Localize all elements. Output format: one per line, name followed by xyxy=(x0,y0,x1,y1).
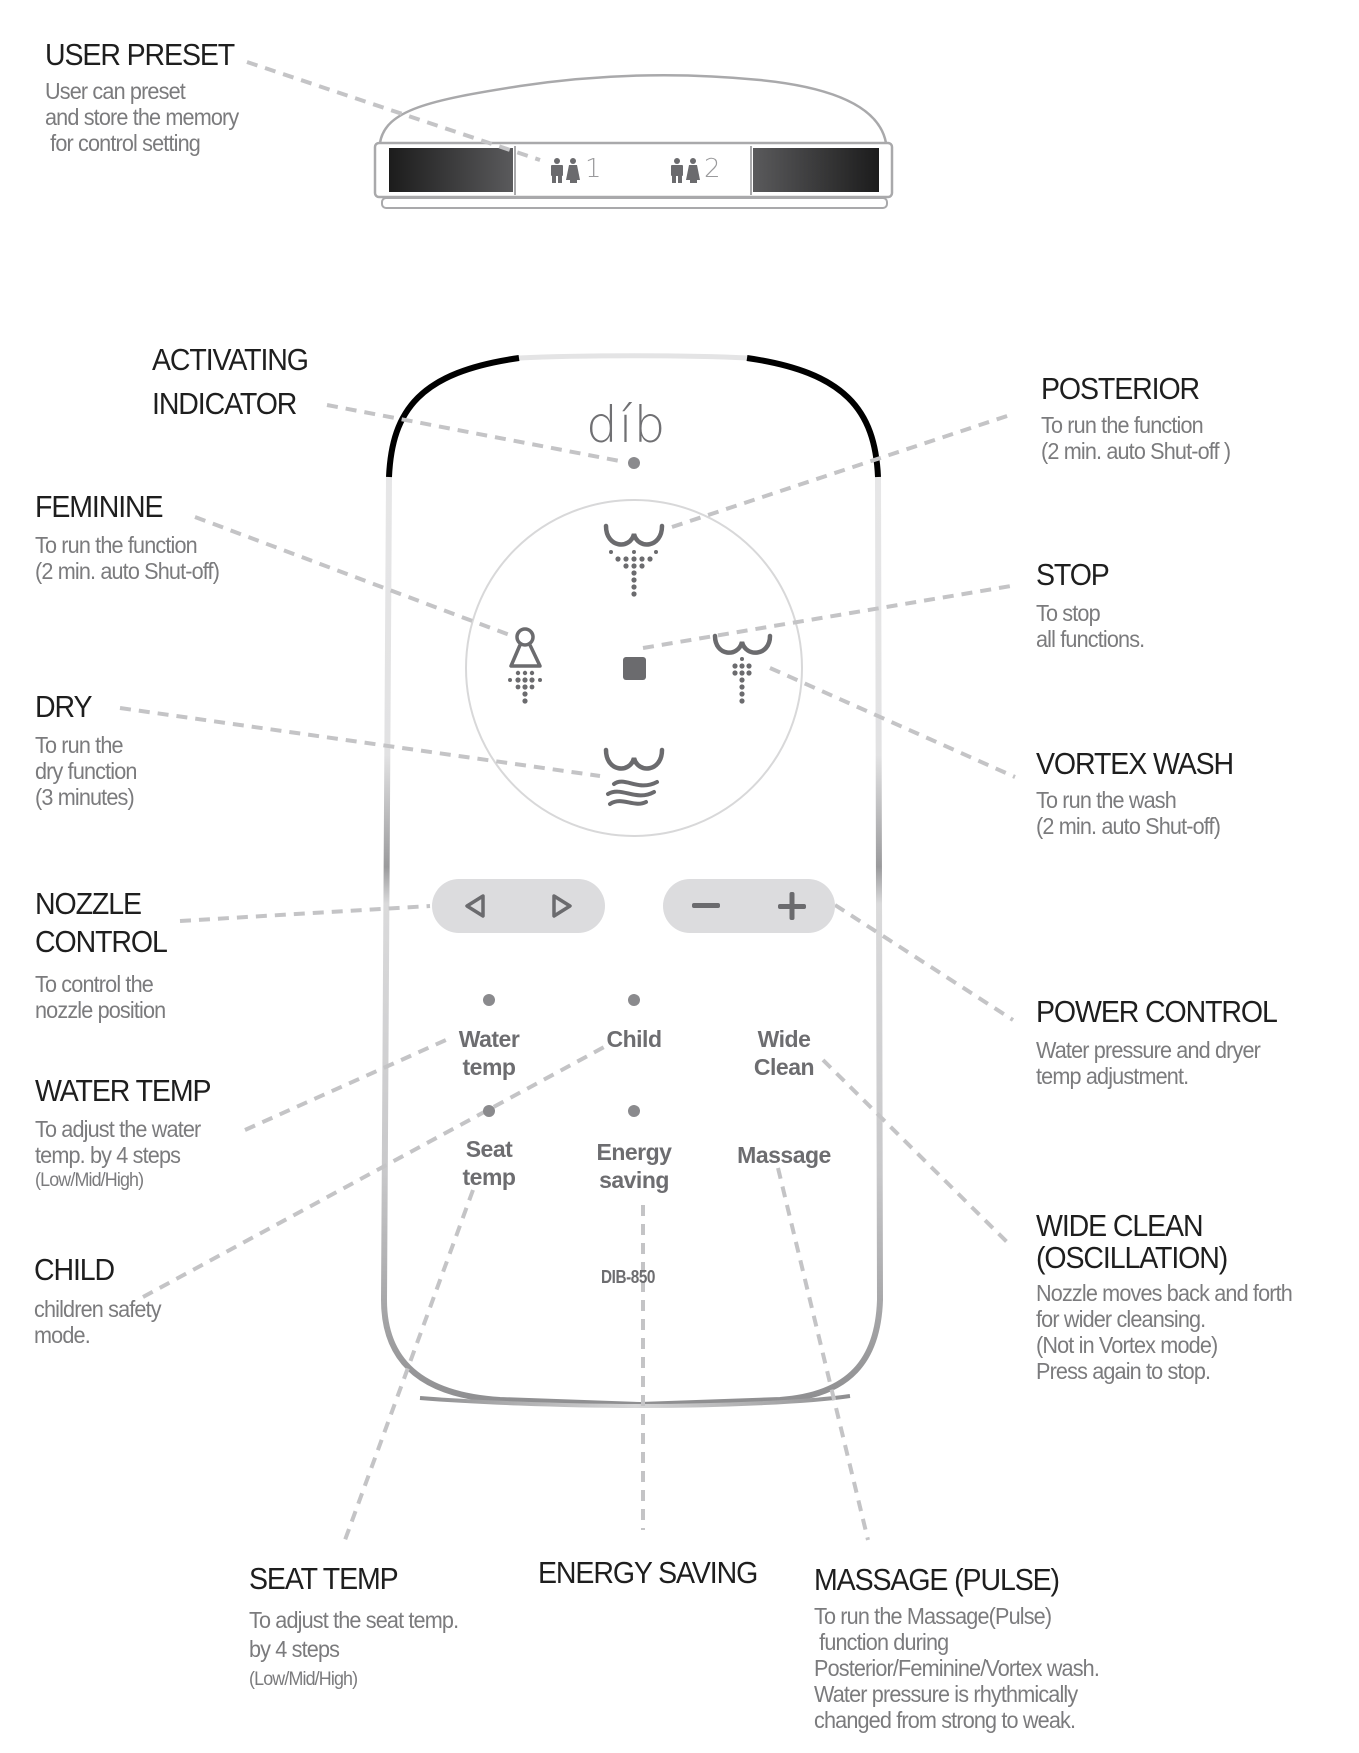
callout-title: POSTERIOR xyxy=(1041,371,1200,406)
desc-line: for wider cleansing. xyxy=(1036,1306,1206,1332)
desc-line: Water pressure is rhythmically xyxy=(814,1681,1078,1707)
callout-title-line2: (OSCILLATION) xyxy=(1036,1240,1228,1275)
callout-feminine xyxy=(35,490,231,584)
user-preset-2-button[interactable]: 2 xyxy=(704,154,721,184)
callout-title: VORTEX WASH xyxy=(1036,746,1234,781)
desc-line: function during xyxy=(814,1629,949,1655)
callout-desc xyxy=(1036,1280,1292,1384)
desc-line: all functions. xyxy=(1036,626,1145,652)
callout-child xyxy=(34,1253,169,1348)
callout-title-line2: INDICATOR xyxy=(152,386,297,421)
desc-line: (2 min. auto Shut-off) xyxy=(1036,813,1221,839)
callout-water-temp xyxy=(35,1074,226,1194)
callout-power-control xyxy=(1036,995,1298,1089)
vortex-wash-button[interactable] xyxy=(708,628,778,708)
desc-line: (Low/Mid/High) xyxy=(249,1669,358,1690)
activating-indicator-led xyxy=(628,457,640,469)
nozzle-forward-button[interactable] xyxy=(519,879,606,933)
desc-line: To run the xyxy=(35,732,123,758)
triangle-left-icon xyxy=(464,894,486,918)
desc-line: To run the function xyxy=(35,532,197,558)
callout-desc xyxy=(35,971,170,1023)
callout-stop xyxy=(1036,558,1151,652)
seat-temp-led xyxy=(483,1105,495,1117)
desc-line: To run the Massage(Pulse) xyxy=(814,1603,1052,1629)
callout-desc xyxy=(35,532,219,584)
minus-icon xyxy=(692,903,720,909)
feminine-button[interactable] xyxy=(500,624,552,708)
user-preset-1-button[interactable]: 1 xyxy=(585,154,602,184)
seat-temp-button[interactable] xyxy=(439,1135,539,1191)
user-preset-device xyxy=(375,75,892,208)
desc-line: dry function xyxy=(35,758,137,784)
callout-title-line1: NOZZLE xyxy=(35,886,141,921)
desc-line: by 4 steps xyxy=(249,1636,340,1662)
desc-line: (Not in Vortex mode) xyxy=(1036,1332,1218,1358)
callout-desc xyxy=(1036,787,1237,839)
leader-lines xyxy=(120,62,1017,1540)
callout-title-line1: ACTIVATING xyxy=(152,342,308,377)
wide-clean-label-line2: Clean xyxy=(753,1054,815,1080)
callout-desc xyxy=(249,1606,458,1695)
callout-desc xyxy=(35,732,137,810)
callout-title: STOP xyxy=(1036,557,1109,592)
brand-logo: díb xyxy=(586,396,667,454)
desc-line: Press again to stop. xyxy=(1036,1358,1211,1384)
callout-desc xyxy=(814,1603,1099,1733)
stop-button[interactable] xyxy=(612,646,657,691)
desc-line: (3 minutes) xyxy=(35,784,134,810)
power-minus-button[interactable] xyxy=(663,879,749,933)
desc-line: User can preset xyxy=(45,78,185,104)
child-label: Child xyxy=(606,1026,662,1052)
callout-title-line1: WIDE CLEAN xyxy=(1036,1208,1203,1243)
desc-line: (Low/Mid/High) xyxy=(35,1170,144,1191)
callout-massage xyxy=(814,1563,1117,1733)
massage-label: Massage xyxy=(737,1142,831,1168)
desc-line: To stop xyxy=(1036,600,1100,626)
plus-icon xyxy=(778,892,806,920)
energy-saving-led xyxy=(628,1105,640,1117)
power-control-button[interactable] xyxy=(663,879,835,933)
desc-line: children safety xyxy=(34,1296,161,1322)
callout-desc xyxy=(45,78,238,156)
callout-energy-saving xyxy=(538,1556,776,1590)
desc-line: To adjust the seat temp. xyxy=(249,1607,459,1633)
desc-line: To run the wash xyxy=(1036,787,1176,813)
callout-seat-temp xyxy=(249,1562,472,1695)
callout-desc xyxy=(1036,600,1144,652)
desc-line: nozzle position xyxy=(35,997,166,1023)
nozzle-back-button[interactable] xyxy=(432,879,519,933)
desc-line: Nozzle moves back and forth xyxy=(1036,1280,1292,1306)
massage-button[interactable] xyxy=(724,1141,844,1169)
callout-title: CHILD xyxy=(34,1252,115,1287)
callout-title: USER PRESET xyxy=(45,37,235,72)
callout-activating-indicator xyxy=(152,338,321,426)
callout-posterior xyxy=(1041,372,1242,464)
callout-wide-clean xyxy=(1036,1210,1308,1384)
water-temp-label-line1: Water xyxy=(458,1026,520,1052)
desc-line: mode. xyxy=(34,1322,90,1348)
energy-saving-label-line2: saving xyxy=(599,1167,669,1193)
desc-line: for control setting xyxy=(45,130,200,156)
posterior-button[interactable] xyxy=(598,518,670,600)
callout-vortex-wash xyxy=(1036,747,1250,839)
callout-title: MASSAGE (PULSE) xyxy=(814,1562,1059,1597)
water-temp-button[interactable] xyxy=(439,1025,539,1081)
desc-line: temp adjustment. xyxy=(1036,1063,1189,1089)
callout-user-preset xyxy=(45,38,251,156)
model-number: DIB-850 xyxy=(601,1267,656,1287)
water-temp-led xyxy=(483,994,495,1006)
wide-clean-label-line1: Wide xyxy=(757,1026,811,1052)
callout-nozzle-control xyxy=(35,885,178,1023)
seat-temp-label-line1: Seat xyxy=(465,1136,513,1162)
wide-clean-button[interactable] xyxy=(734,1025,834,1081)
desc-line: temp. by 4 steps xyxy=(35,1142,181,1168)
callout-desc xyxy=(35,1116,214,1194)
callout-dry xyxy=(35,690,143,810)
desc-line: To adjust the water xyxy=(35,1116,201,1142)
desc-line: (2 min. auto Shut-off) xyxy=(35,558,220,584)
callout-title: DRY xyxy=(35,689,92,724)
callout-title-line2: CONTROL xyxy=(35,924,167,959)
child-button[interactable] xyxy=(584,1025,684,1053)
energy-saving-button[interactable] xyxy=(574,1138,694,1194)
dry-button[interactable] xyxy=(598,742,670,814)
energy-saving-label-line1: Energy xyxy=(596,1139,672,1165)
callout-title: SEAT TEMP xyxy=(249,1561,398,1596)
desc-line: and store the memory xyxy=(45,104,239,130)
callout-desc xyxy=(1036,1037,1282,1089)
desc-line: Posterior/Feminine/Vortex wash. xyxy=(814,1655,1099,1681)
callout-desc xyxy=(1041,412,1230,464)
water-temp-label-line2: temp xyxy=(462,1054,516,1080)
triangle-right-icon xyxy=(551,894,573,918)
callout-desc xyxy=(34,1296,161,1348)
callout-title: ENERGY SAVING xyxy=(538,1555,758,1590)
desc-line: To run the function xyxy=(1041,412,1203,438)
callout-title: FEMININE xyxy=(35,489,163,524)
callout-title: POWER CONTROL xyxy=(1036,994,1277,1029)
child-led xyxy=(628,994,640,1006)
desc-line: Water pressure and dryer xyxy=(1036,1037,1261,1063)
nozzle-control-button[interactable] xyxy=(432,879,605,933)
desc-line: changed from strong to weak. xyxy=(814,1707,1076,1733)
desc-line: (2 min. auto Shut-off ) xyxy=(1041,438,1231,464)
seat-temp-label-line2: temp xyxy=(462,1164,516,1190)
desc-line: To control the xyxy=(35,971,153,997)
power-plus-button[interactable] xyxy=(749,879,835,933)
callout-title: WATER TEMP xyxy=(35,1073,211,1108)
